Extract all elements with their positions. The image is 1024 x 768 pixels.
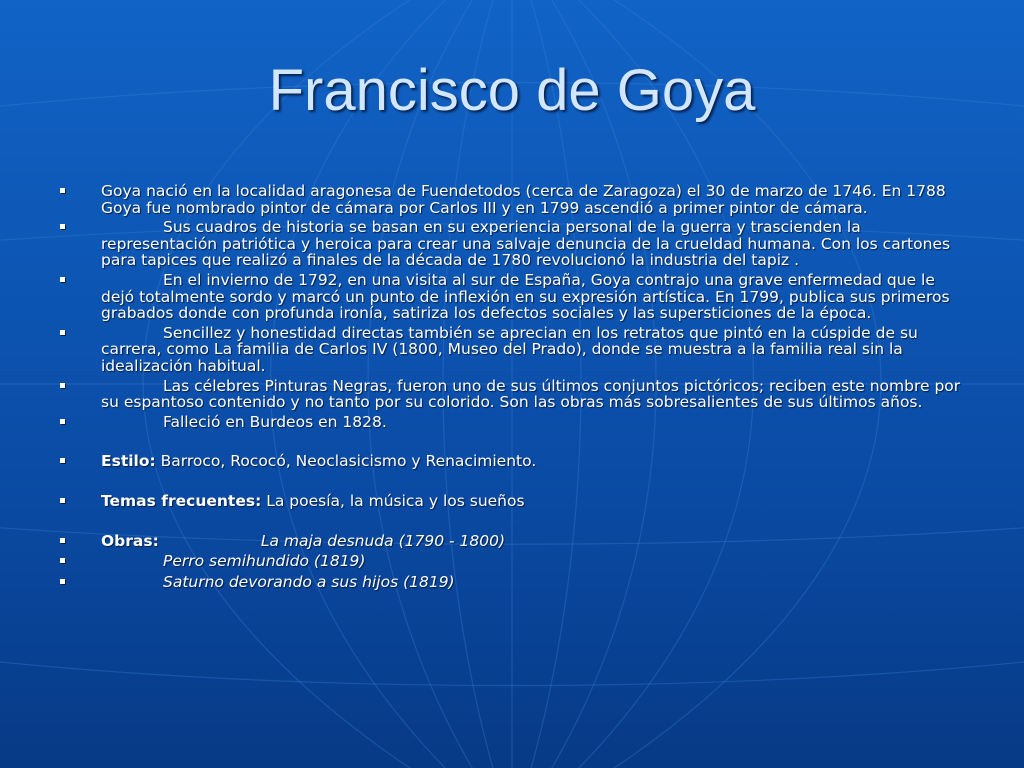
bullet-text: En el invierno de 1792, en una visita al sur de España, Goya contrajo una grave enfermedad que le dejó totalmente sordo y marcó un punto de inflexión en su expresión artística. En 1799, publica sus primeros grabados donde con profunda ironía, satiriza los defectos sociales y las supersticiones de la época. — [101, 270, 950, 323]
bullet-text: Sus cuadros de historia se basan en su experiencia personal de la guerra y trascienden la representación patriótica y heroica para crear una salvaje denuncia de la crueldad humana. Con los cartones para tapices que realizó a finales de la década de 1780 revolucionó la industria del tapiz . — [101, 218, 951, 270]
bullet-text: Sencillez y honestidad directas también se aprecian en los retratos que pintó en la cúspide de su carrera, como La familia de Carlos IV (1800, Museo del Prado), donde se muestra a la familia real sin la idealización habitual. — [101, 323, 918, 375]
obra-title: Saturno devorando a sus hijos (1819) — [163, 572, 455, 591]
obras-label: Obras: — [101, 531, 159, 550]
slide-title: Francisco de Goya — [268, 58, 756, 123]
estilo-value: Barroco, Rococó, Neoclasicismo y Renacimiento. — [160, 452, 537, 471]
square-bullet-icon — [60, 419, 65, 424]
square-bullet-icon — [60, 558, 65, 563]
bullet-item — [60, 272, 966, 322]
square-bullet-icon — [60, 224, 65, 229]
square-bullet-icon — [60, 579, 65, 584]
bullet-text: Falleció en Burdeos en 1828. — [163, 412, 387, 431]
temas-value: La poesía, la música y los sueños — [266, 491, 525, 510]
bullet-text: Las célebres Pinturas Negras, fueron uno de sus últimos conjuntos pictóricos; reciben este nombre por su espantoso contenido y no tanto por su colorido. Son las obras más sobresalientes de sus últimos años. — [101, 376, 961, 412]
bullet-list — [60, 183, 966, 590]
bullet-item — [60, 414, 966, 431]
bullet-item — [60, 325, 966, 375]
square-bullet-icon — [60, 538, 65, 543]
obra-title: Perro semihundido (1819) — [163, 552, 366, 571]
square-bullet-icon — [60, 188, 65, 193]
obra-item — [60, 553, 966, 570]
bullet-text: Goya nació en la localidad aragonesa de Fuendetodos (cerca de Zaragoza) el 30 de marzo de 1746. En 1788 Goya fue nombrado pintor de cámara por Carlos III y en 1799 ascendió a primer pintor de cámara. — [101, 182, 946, 217]
estilo-item — [60, 453, 966, 470]
obras-item — [60, 533, 966, 550]
square-bullet-icon — [60, 383, 65, 388]
obra-title: La maja desnuda (1790 - 1800) — [260, 531, 505, 550]
bullet-item — [60, 378, 966, 411]
square-bullet-icon — [60, 458, 65, 463]
obra-item — [60, 574, 966, 591]
square-bullet-icon — [60, 330, 65, 335]
estilo-label: Estilo: — [101, 452, 156, 471]
bullet-item — [60, 183, 966, 216]
bullet-item — [60, 219, 966, 269]
square-bullet-icon — [60, 277, 65, 282]
temas-item — [60, 493, 966, 510]
square-bullet-icon — [60, 498, 65, 503]
temas-label: Temas frecuentes: — [101, 491, 262, 510]
